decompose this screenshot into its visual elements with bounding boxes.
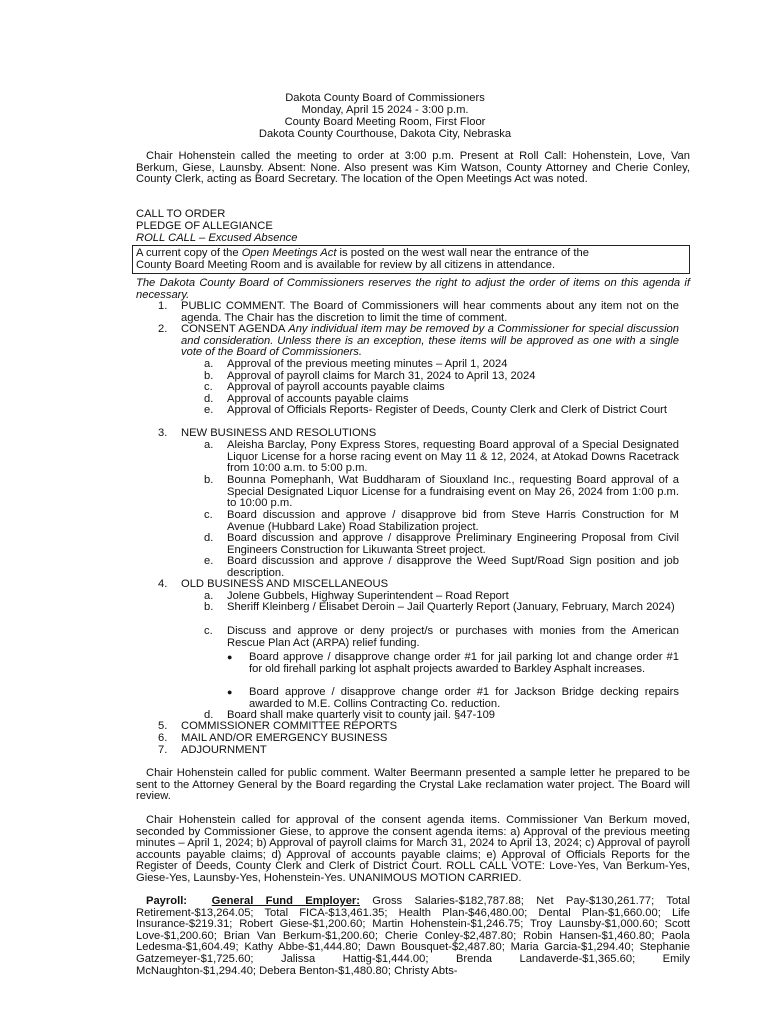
item-4a-letter: a. bbox=[204, 590, 214, 602]
item-4c: Discuss and approve or deny project/s or purchases with monies from the American Rescue Plan Act (ARPA) relief funding. bbox=[227, 625, 679, 649]
item-3e-letter: e. bbox=[204, 555, 214, 567]
header-line-3: County Board Meeting Room, First Floor bbox=[284, 116, 486, 128]
bullet-icon: ● bbox=[227, 687, 233, 697]
payroll-label: Payroll: bbox=[146, 895, 188, 907]
item-2e-letter: e. bbox=[204, 404, 214, 416]
item-6-number: 6. bbox=[158, 732, 168, 744]
payroll-text: Gross Salaries-$182,787.88; Net Pay-$130,261.77; Total Retirement-$13,264.05; Total FICA-$13,461.35; Health Plan-$46,480.00; Dental Plan-$1,660.00; Life Insurance-$219.31; Robert Giese-$1,200.60; Martin Hohenstein-$1,246.75; Troy Launsby-$1,000.60; Scott Love-$1,200.60; Brian Van Berkum-$1,200.60; Cherie Conley-$2,487.80; Robin Hansen-$1,460.80; Paola Ledesma-$1,604.49; Kathy Abbe-$1,444.80; Dawn Bousquet-$2,487.80; Maria Garcia-$1,294.40; Stephanie Gatzemeyer-$1,725.60; Jalissa Hattig-$1,444.00; Brenda Landaverde-$1,365.60; Emily McNaughton-$1,294.40; Debera Benton-$1,480.80; Christy Abts- bbox=[136, 895, 690, 977]
header-line-4: Dakota County Courthouse, Dakota City, Nebraska bbox=[258, 128, 512, 140]
item-3-number: 3. bbox=[158, 427, 168, 439]
item-3-new-business: NEW BUSINESS AND RESOLUTIONS bbox=[181, 427, 377, 439]
item-6: MAIL AND/OR EMERGENCY BUSINESS bbox=[181, 732, 388, 744]
intro-paragraph: Chair Hohenstein called the meeting to order at 3:00 p.m. Present at Roll Call: Hohenstein, Love, Van Berkum, Giese, Launsby. Absent: None. Also present was Kim Watson, County Attorney and Cherie Conley, County Clerk, acting as Board Secretary. The location of the Open Meetings Act was noted. bbox=[136, 150, 690, 186]
pledge-of-allegiance: PLEDGE OF ALLEGIANCE bbox=[136, 220, 273, 232]
item-4b-letter: b. bbox=[204, 601, 214, 613]
item-3a-letter: a. bbox=[204, 439, 214, 451]
item-4-number: 4. bbox=[158, 578, 168, 590]
item-2d-letter: d. bbox=[204, 393, 214, 405]
item-3b-letter: b. bbox=[204, 474, 214, 486]
item-4c-letter: c. bbox=[204, 625, 213, 637]
item-2-number: 2. bbox=[158, 323, 168, 335]
item-3b: Bounna Pomephanh, Wat Buddharam of Siouxland Inc., requesting Board approval of a Special Designated Liquor License for a fundraising event on May 26, 2024 from 1:00 p.m. to 10:00 p.m. bbox=[227, 474, 679, 510]
item-2d: Approval of accounts payable claims bbox=[227, 393, 409, 405]
reserve-statement: The Dakota County Board of Commissioners reserves the right to adjust the order of items on this agenda if necessary. bbox=[136, 277, 690, 301]
item-5: COMMISSIONER COMMITTEE REPORTS bbox=[181, 720, 398, 732]
item-4-old-business: OLD BUSINESS AND MISCELLANEOUS bbox=[181, 578, 389, 590]
notice-line-1: A current copy of the Open Meetings Act is posted on the west wall near the entrance of the bbox=[136, 247, 589, 259]
item-3d: Board discussion and approve / disapprove Preliminary Engineering Proposal from Civil Engineers Construction for Likuwanta Street project. bbox=[227, 532, 679, 556]
item-3c: Board discussion and approve / disapprove bid from Steve Harris Construction for M Avenue (Hubbard Lake) Road Stabilization project. bbox=[227, 509, 679, 533]
bullet-icon: ● bbox=[227, 652, 233, 662]
roll-call: ROLL CALL – Excused Absence bbox=[136, 232, 298, 244]
item-1-public-comment: PUBLIC COMMENT. The Board of Commissioners will hear comments about any item not on the agenda. The Chair has the discretion to limit the time of comment. bbox=[181, 300, 679, 324]
item-2c-letter: c. bbox=[204, 381, 213, 393]
header-line-1: Dakota County Board of Commissioners bbox=[285, 92, 485, 104]
item-4a: Jolene Gubbels, Highway Superintendent – Road Report bbox=[227, 590, 509, 602]
meeting-header bbox=[0, 92, 770, 140]
item-4d-letter: d. bbox=[204, 709, 214, 721]
item-5-number: 5. bbox=[158, 720, 168, 732]
item-2c: Approval of payroll accounts payable claims bbox=[227, 381, 445, 393]
item-4d: Board shall make quarterly visit to county jail. §47-109 bbox=[227, 709, 496, 721]
item-4c-bullet-1: Board approve / disapprove change order #1 for jail parking lot and change order #1 for old firehall parking lot asphalt projects awarded to Barkley Asphalt increases. bbox=[249, 651, 679, 675]
payroll-paragraph bbox=[136, 896, 690, 977]
item-4c-bullet-2: Board approve / disapprove change order #1 for Jackson Bridge decking repairs awarded to M.E. Collins Contracting Co. reduction. bbox=[249, 686, 679, 710]
item-3e: Board discussion and approve / disapprove the Weed Supt/Road Sign position and job description. bbox=[227, 555, 679, 579]
item-2-consent-agenda: CONSENT AGENDA Any individual item may be removed by a Commissioner for special discussion and consideration. Unless there is an exception, these items will be approved as one with a single vote of the Board of Commissioners. bbox=[181, 323, 679, 359]
public-comment-paragraph: Chair Hohenstein called for public comment. Walter Beermann presented a sample letter he prepared to be sent to the Attorney General by the Board regarding the Crystal Lake reclamation water project. The Board will review. bbox=[136, 767, 690, 803]
item-7-number: 7. bbox=[158, 744, 168, 756]
item-3d-letter: d. bbox=[204, 532, 214, 544]
item-4b: Sheriff Kleinberg / Elisabet Deroin – Jail Quarterly Report (January, February, March 2024) bbox=[227, 601, 675, 613]
item-2e: Approval of Officials Reports- Register of Deeds, County Clerk and Clerk of District Court bbox=[227, 404, 667, 416]
general-fund-label: General Fund Employer: bbox=[211, 895, 360, 907]
call-to-order: CALL TO ORDER bbox=[136, 208, 226, 220]
item-3a: Aleisha Barclay, Pony Express Stores, requesting Board approval of a Special Designated Liquor License for a horse racing event on May 11 & 12, 2024, at Atokad Downs Racetrack from 10:00 a.m. to 5:00 p.m. bbox=[227, 439, 679, 475]
consent-paragraph: Chair Hohenstein called for approval of the consent agenda items. Commissioner Van Berkum moved, seconded by Commissioner Giese, to approve the consent agenda items: a) Approval of the previous meeting minutes – April 1, 2024; b) Approval of payroll claims for March 31, 2024 to April 13, 2024; c) Approval of payroll accounts payable claims; d) Approval of accounts payable claims; e) Approval of Officials Reports for the Register of Deeds, County Clerk and Clerk of District Court. ROLL CALL VOTE: Love-Yes, Van Berkum-Yes, Giese-Yes, Launsby-Yes, Hohenstein-Yes. UNANIMOUS MOTION CARRIED. bbox=[136, 814, 690, 884]
item-2b-letter: b. bbox=[204, 370, 214, 382]
item-7: ADJOURNMENT bbox=[181, 744, 267, 756]
item-3c-letter: c. bbox=[204, 509, 213, 521]
item-2a: Approval of the previous meeting minutes – April 1, 2024 bbox=[227, 358, 508, 370]
item-2a-letter: a. bbox=[204, 358, 214, 370]
item-2b: Approval of payroll claims for March 31, 2024 to April 13, 2024 bbox=[227, 370, 536, 382]
notice-line-2: County Board Meeting Room and is available for review by all citizens in attendance. bbox=[136, 259, 556, 271]
item-1-number: 1. bbox=[158, 300, 168, 312]
header-line-2: Monday, April 15 2024 - 3:00 p.m. bbox=[301, 104, 469, 116]
